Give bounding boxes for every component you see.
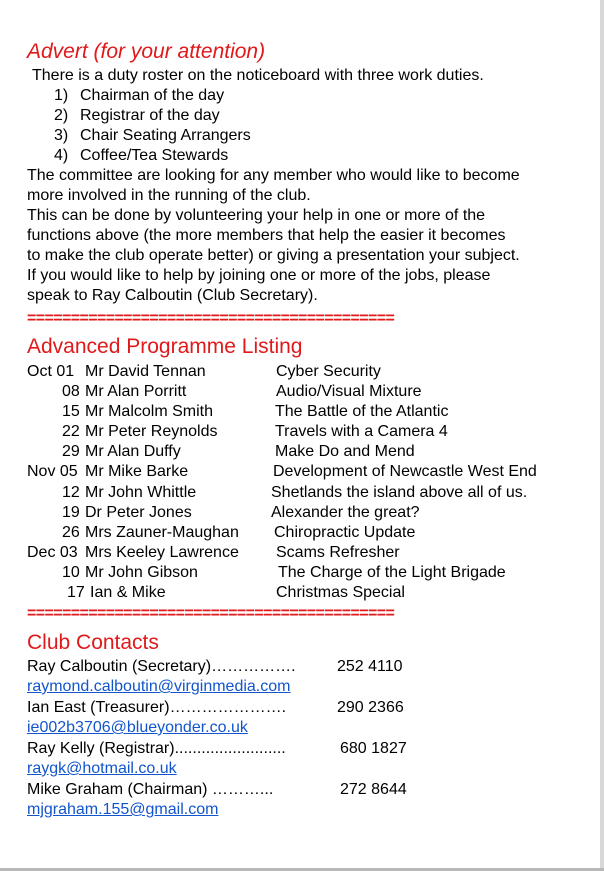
programme-date: 08 bbox=[62, 383, 80, 400]
paragraph-line: more involved in the running of the club. bbox=[27, 187, 311, 204]
programme-topic: Audio/Visual Mixture bbox=[276, 383, 422, 400]
programme-date: 15 bbox=[62, 403, 80, 420]
programme-speaker: Mr Alan Duffy bbox=[85, 443, 181, 460]
contacts-heading: Club Contacts bbox=[27, 631, 159, 654]
contact-name: Ray Calboutin (Secretary)……………. bbox=[27, 658, 296, 675]
advert-intro: There is a duty roster on the noticeboard with three work duties. bbox=[32, 67, 484, 84]
programme-topic: Shetlands the island above all of us. bbox=[271, 484, 528, 501]
duty-item bbox=[54, 86, 225, 106]
programme-speaker: Mr Malcolm Smith bbox=[85, 403, 214, 420]
paragraph-line: speak to Ray Calboutin (Club Secretary). bbox=[27, 287, 318, 304]
contact-phone: 680 1827 bbox=[340, 740, 407, 757]
programme-topic: Chiropractic Update bbox=[274, 524, 416, 541]
duty-number: 3) bbox=[54, 127, 69, 144]
programme-date: Dec 03 bbox=[27, 544, 78, 561]
programme-date: Oct 01 bbox=[27, 363, 75, 380]
programme-topic: Development of Newcastle West End bbox=[273, 463, 537, 480]
duty-item bbox=[54, 126, 251, 146]
contact-email-link[interactable]: ie002b3706@blueyonder.co.uk bbox=[27, 719, 248, 736]
programme-speaker: Ian & Mike bbox=[90, 584, 166, 601]
section-separator: ========================================== bbox=[27, 605, 395, 622]
duty-number: 2) bbox=[54, 107, 69, 124]
programme-speaker: Mr John Gibson bbox=[85, 564, 198, 581]
programme-date: 17 bbox=[67, 584, 85, 601]
section-separator: ========================================== bbox=[27, 310, 395, 327]
duty-text: Chair Seating Arrangers bbox=[80, 127, 251, 144]
paragraph-line: The committee are looking for any member who would like to become bbox=[27, 167, 520, 184]
programme-date: 26 bbox=[62, 524, 80, 541]
contact-email-link[interactable]: raymond.calboutin@virginmedia.com bbox=[27, 678, 291, 695]
paragraph-line: functions above (the more members that help the easier it becomes bbox=[27, 227, 506, 244]
programme-date: 29 bbox=[62, 443, 80, 460]
contact-name: Ray Kelly (Registrar)......................... bbox=[27, 740, 286, 757]
programme-speaker: Mr David Tennan bbox=[85, 363, 206, 380]
programme-topic: The Battle of the Atlantic bbox=[275, 403, 449, 420]
programme-topic: Travels with a Camera 4 bbox=[275, 423, 448, 440]
programme-speaker: Mr Alan Porritt bbox=[85, 383, 187, 400]
contact-name: Ian East (Treasurer)…………………. bbox=[27, 699, 287, 716]
duty-number: 4) bbox=[54, 147, 69, 164]
programme-date: Nov 05 bbox=[27, 463, 78, 480]
programme-topic: Make Do and Mend bbox=[275, 443, 415, 460]
duty-text: Registrar of the day bbox=[80, 107, 220, 124]
programme-date: 10 bbox=[62, 564, 80, 581]
duty-item bbox=[54, 106, 220, 126]
contact-email-link[interactable]: raygk@hotmail.co.uk bbox=[27, 760, 177, 777]
programme-speaker: Dr Peter Jones bbox=[85, 504, 192, 521]
programme-speaker: Mr Peter Reynolds bbox=[85, 423, 218, 440]
programme-topic: Cyber Security bbox=[276, 363, 381, 380]
duty-number: 1) bbox=[54, 87, 69, 104]
contact-email-link[interactable]: mjgraham.155@gmail.com bbox=[27, 801, 219, 818]
programme-heading: Advanced Programme Listing bbox=[27, 335, 303, 358]
duty-text: Coffee/Tea Stewards bbox=[80, 147, 229, 164]
programme-speaker: Mr Mike Barke bbox=[85, 463, 189, 480]
programme-topic: Scams Refresher bbox=[276, 544, 400, 561]
programme-date: 22 bbox=[62, 423, 80, 440]
paragraph-line: If you would like to help by joining one or more of the jobs, please bbox=[27, 267, 491, 284]
programme-speaker: Mrs Zauner-Maughan bbox=[85, 524, 239, 541]
programme-topic: Christmas Special bbox=[276, 584, 405, 601]
page-right-edge bbox=[600, 0, 604, 871]
duty-item bbox=[54, 146, 229, 166]
programme-date: 19 bbox=[62, 504, 80, 521]
contact-phone: 252 4110 bbox=[337, 658, 403, 675]
programme-topic: Alexander the great? bbox=[271, 504, 420, 521]
contact-phone: 290 2366 bbox=[337, 699, 404, 716]
programme-topic: The Charge of the Light Brigade bbox=[278, 564, 506, 581]
paragraph-line: This can be done by volunteering your help in one or more of the bbox=[27, 207, 486, 224]
contact-name: Mike Graham (Chairman) ………... bbox=[27, 781, 274, 798]
contact-phone: 272 8644 bbox=[340, 781, 407, 798]
paragraph-line: to make the club operate better) or giving a presentation your subject. bbox=[27, 247, 520, 264]
duty-text: Chairman of the day bbox=[80, 87, 225, 104]
programme-speaker: Mr John Whittle bbox=[85, 484, 197, 501]
programme-date: 12 bbox=[62, 484, 80, 501]
advert-heading: Advert (for your attention) bbox=[27, 40, 266, 63]
programme-speaker: Mrs Keeley Lawrence bbox=[85, 544, 239, 561]
